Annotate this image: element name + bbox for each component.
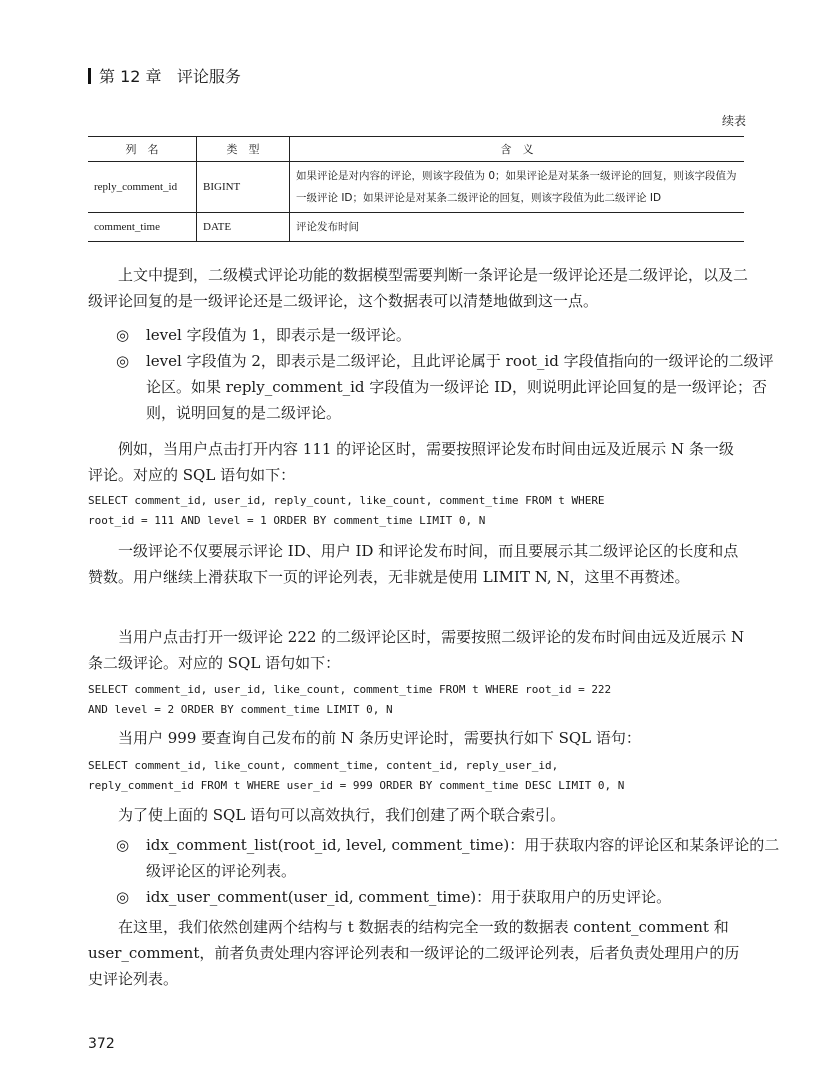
chapter-header (88, 64, 241, 87)
sql-code-block: SELECT comment_id, like_count, comment_time, content_id, reply_user_id, reply_comment_id FROM t WHERE user_id = 999 ORDER BY comment_time DESC LIMIT 0, N (88, 759, 625, 792)
cell-type: BIGINT (197, 162, 290, 213)
table-header-row (88, 137, 744, 162)
table-continued-label: 续表 (721, 114, 746, 128)
table-row (88, 213, 744, 242)
paragraph: 上文中提到，二级模式评论功能的数据模型需要判断一条评论是一级评论还是二级评论，以及二级评论回复的是一级评论还是二级评论，这个数据表可以清楚地做到这一点。 (88, 266, 749, 310)
paragraph: 例如，当用户点击打开内容 111 的评论区时，需要按照评论发布时间由远及近展示 N 条一级评论。对应的 SQL 语句如下： (88, 440, 734, 484)
cell-name: comment_time (88, 213, 197, 242)
paragraph: 为了使上面的 SQL 语句可以高效执行，我们创建了两个联合索引。 (118, 806, 566, 824)
list-item (116, 348, 782, 426)
bullet-icon: ◎ (116, 326, 130, 344)
header-column-name: 列 名 (88, 137, 197, 162)
list-item-text: idx_user_comment(user_id, comment_time)：用于获取用户的历史评论。 (146, 888, 672, 906)
list-item (116, 322, 782, 348)
sql-code-block: SELECT comment_id, user_id, reply_count, like_count, comment_time FROM t WHERE root_id = 111 AND level = 1 ORDER BY comment_time LIMIT 0, N (88, 494, 605, 527)
cell-meaning: 评论发布时间 (290, 213, 745, 242)
list-item (116, 832, 782, 884)
cell-name: reply_comment_id (88, 162, 197, 213)
page-number: 372 (88, 1036, 115, 1052)
list-item-text: level 字段值为 2，即表示是二级评论，且此评论属于 root_id 字段值指向的一级评论的二级评论区。如果 reply_comment_id 字段值为一级评论 ID，则说明此评论回复的是一级评论；否则，说明回复的是二级评论。 (146, 352, 774, 422)
bullet-icon: ◎ (116, 836, 130, 854)
bullet-icon: ◎ (116, 352, 130, 370)
list-item (116, 884, 782, 910)
chapter-title: 评论服务 (176, 67, 241, 86)
table-row (88, 162, 744, 213)
sql-code-block: SELECT comment_id, user_id, like_count, comment_time FROM t WHERE root_id = 222 AND level = 2 ORDER BY comment_time LIMIT 0, N (88, 683, 612, 716)
paragraph: 当用户 999 要查询自己发布的前 N 条历史评论时，需要执行如下 SQL 语句： (118, 729, 641, 747)
list-item-text: level 字段值为 1，即表示是一级评论。 (146, 326, 411, 344)
paragraph: 一级评论不仅要展示评论 ID、用户 ID 和评论发布时间，而且要展示其二级评论区的长度和点赞数。用户继续上滑获取下一页的评论列表，无非就是使用 LIMIT N, N，这里不再赘述。 (88, 542, 739, 586)
cell-meaning: 如果评论是对内容的评论，则该字段值为 0；如果评论是对某条一级评论的回复，则该字段值为一级评论 ID；如果评论是对某条二级评论的回复，则该字段值为此二级评论 ID (290, 162, 745, 213)
cell-type: DATE (197, 213, 290, 242)
list-item-text: idx_comment_list(root_id, level, comment_time)：用于获取内容的评论区和某条评论的二级评论区的评论列表。 (146, 836, 780, 880)
header-column-meaning: 含 义 (290, 137, 745, 162)
paragraph: 当用户点击打开一级评论 222 的二级评论区时，需要按照二级评论的发布时间由远及近展示 N 条二级评论。对应的 SQL 语句如下： (88, 628, 745, 672)
header-column-type: 类 型 (197, 137, 290, 162)
column-table (88, 136, 744, 242)
header-bar (88, 68, 91, 84)
paragraph: 在这里，我们依然创建两个结构与 t 数据表的结构完全一致的数据表 content_comment 和 user_comment，前者负责处理内容评论列表和一级评论的二级评论列表，后者负责处理用户的历史评论列表。 (88, 918, 740, 988)
bullet-icon: ◎ (116, 888, 130, 906)
chapter-number: 第 12 章 (99, 67, 162, 86)
